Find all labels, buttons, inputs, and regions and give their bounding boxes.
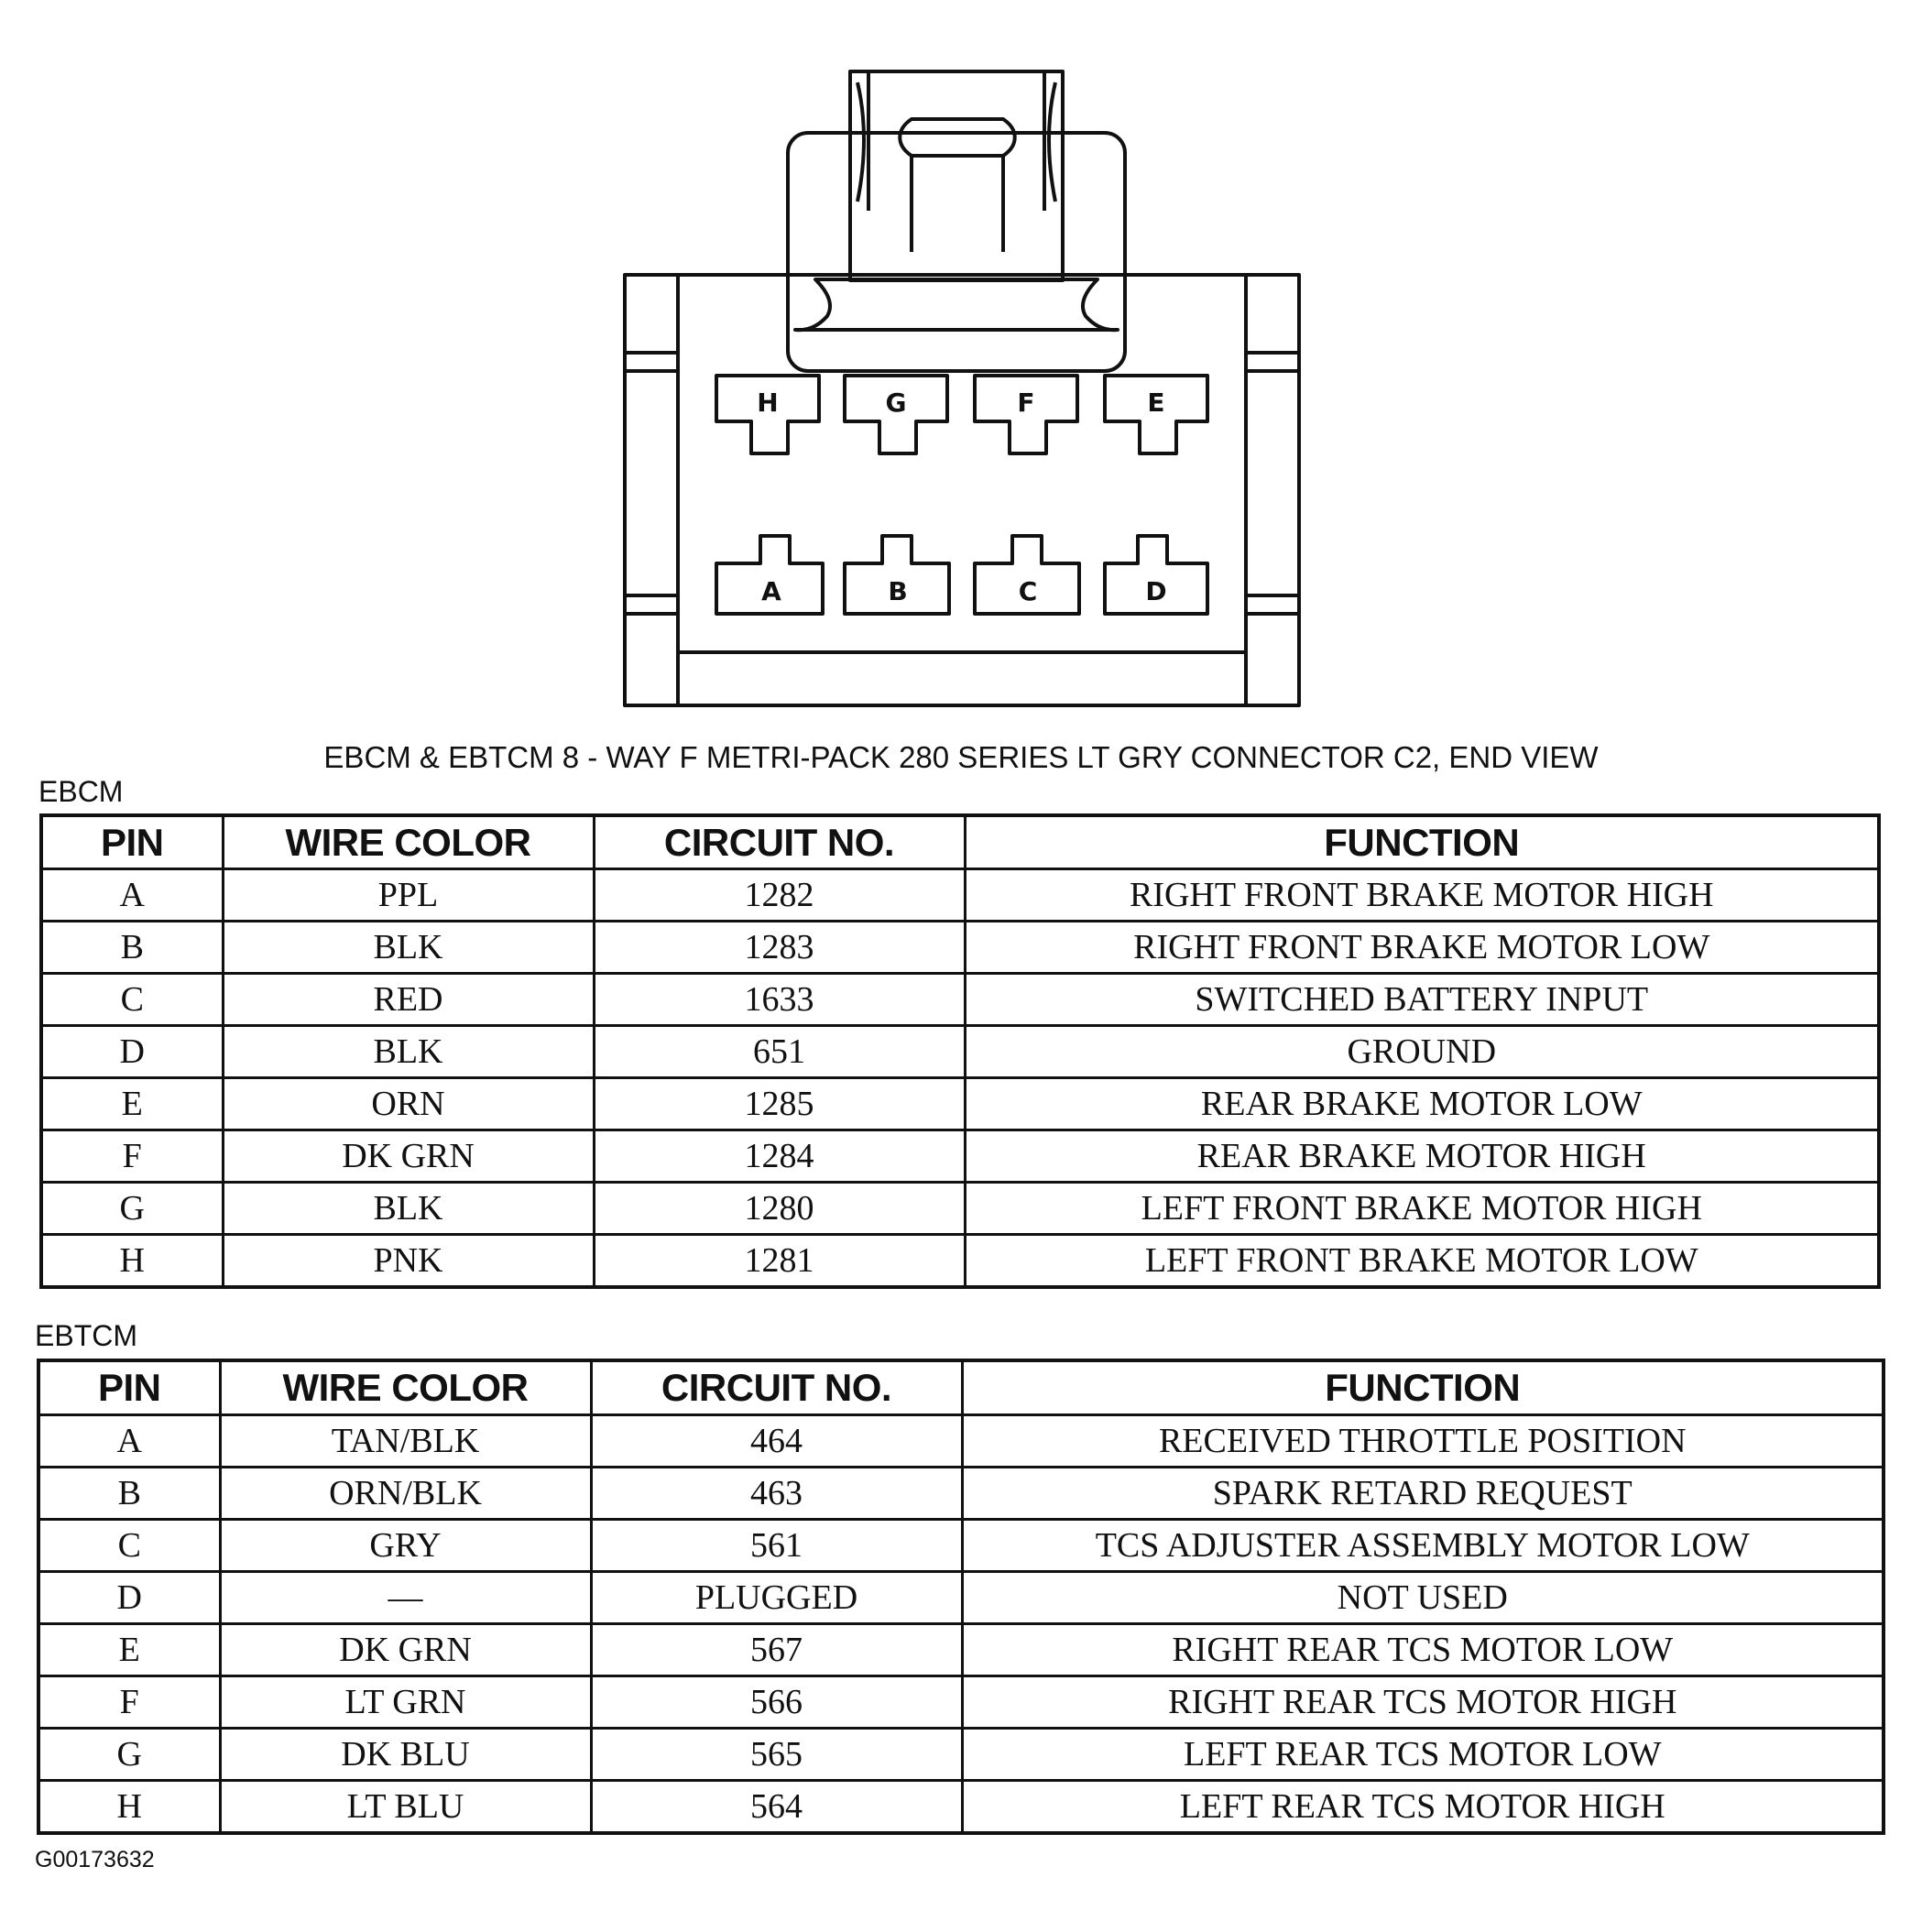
table-row (41, 1130, 1879, 1183)
function-cell: NOT USED (962, 1572, 1884, 1624)
table-row (38, 1676, 1884, 1729)
table-row (38, 1781, 1884, 1834)
header-circuit-no: CIRCUIT NO. (591, 1360, 962, 1415)
pin-cell: E (41, 1078, 223, 1130)
function-cell: TCS ADJUSTER ASSEMBLY MOTOR LOW (962, 1520, 1884, 1572)
pin-cell: B (38, 1468, 220, 1520)
circuit-no-cell: 1285 (594, 1078, 965, 1130)
wire-color-cell: PNK (223, 1235, 594, 1288)
circuit-no-cell: PLUGGED (591, 1572, 962, 1624)
header-wire-color: WIRE COLOR (220, 1360, 591, 1415)
function-cell: RIGHT FRONT BRAKE MOTOR LOW (965, 922, 1879, 974)
circuit-no-cell: 564 (591, 1781, 962, 1834)
ebcm-pinout-table (39, 813, 1881, 1289)
function-cell: RECEIVED THROTTLE POSITION (962, 1415, 1884, 1468)
pin-cell: H (38, 1781, 220, 1834)
table-row (41, 1078, 1879, 1130)
ebcm-section-label: EBCM (38, 775, 124, 808)
pin-cell: F (41, 1130, 223, 1183)
wire-color-cell: TAN/BLK (220, 1415, 591, 1468)
wire-color-cell: BLK (223, 1183, 594, 1235)
wire-color-cell: DK GRN (220, 1624, 591, 1676)
pin-label-c: C (1018, 576, 1038, 606)
table-row (38, 1729, 1884, 1781)
circuit-no-cell: 464 (591, 1415, 962, 1468)
circuit-no-cell: 1283 (594, 922, 965, 974)
table-row (41, 974, 1879, 1026)
table-row (41, 1235, 1879, 1288)
pin-label-e: E (1147, 387, 1165, 418)
wire-color-cell: ORN (223, 1078, 594, 1130)
function-cell: LEFT FRONT BRAKE MOTOR HIGH (965, 1183, 1879, 1235)
table-row (38, 1624, 1884, 1676)
table-row (41, 1026, 1879, 1078)
pin-cell: H (41, 1235, 223, 1288)
pin-cell: A (38, 1415, 220, 1468)
pin-label-g: G (885, 387, 907, 418)
wire-color-cell: RED (223, 974, 594, 1026)
table-header-row (41, 815, 1879, 869)
figure-id: G00173632 (35, 1847, 155, 1872)
circuit-no-cell: 1282 (594, 869, 965, 922)
wire-color-cell: DK BLU (220, 1729, 591, 1781)
latch-bar (795, 279, 1118, 330)
header-function: FUNCTION (962, 1360, 1884, 1415)
header-pin: PIN (38, 1360, 220, 1415)
circuit-no-cell: 1633 (594, 974, 965, 1026)
table-row (41, 869, 1879, 922)
function-cell: LEFT REAR TCS MOTOR LOW (962, 1729, 1884, 1781)
connector-caption: EBCM & EBTCM 8 - WAY F METRI-PACK 280 SERIES LT GRY CONNECTOR C2, END VIEW (323, 740, 1599, 774)
table-row (41, 922, 1879, 974)
pin-cell: A (41, 869, 223, 922)
header-circuit-no: CIRCUIT NO. (594, 815, 965, 869)
connector-body (678, 275, 1246, 705)
table-header-row (38, 1360, 1884, 1415)
circuit-no-cell: 561 (591, 1520, 962, 1572)
wire-color-cell: BLK (223, 922, 594, 974)
pin-cell: G (38, 1729, 220, 1781)
pin-label-h: H (757, 387, 779, 418)
wire-color-cell: ORN/BLK (220, 1468, 591, 1520)
pin-cell: C (41, 974, 223, 1026)
wire-color-cell: BLK (223, 1026, 594, 1078)
circuit-no-cell: 1280 (594, 1183, 965, 1235)
circuit-no-cell: 565 (591, 1729, 962, 1781)
function-cell: REAR BRAKE MOTOR HIGH (965, 1130, 1879, 1183)
function-cell: LEFT FRONT BRAKE MOTOR LOW (965, 1235, 1879, 1288)
table-row (41, 1183, 1879, 1235)
pin-cell: B (41, 922, 223, 974)
function-cell: RIGHT REAR TCS MOTOR HIGH (962, 1676, 1884, 1729)
table-row (38, 1415, 1884, 1468)
connector-end-view-diagram (605, 55, 1319, 724)
latch-housing (788, 133, 1125, 371)
header-wire-color: WIRE COLOR (223, 815, 594, 869)
circuit-no-cell: 566 (591, 1676, 962, 1729)
pin-cell: G (41, 1183, 223, 1235)
function-cell: RIGHT FRONT BRAKE MOTOR HIGH (965, 869, 1879, 922)
function-cell: REAR BRAKE MOTOR LOW (965, 1078, 1879, 1130)
circuit-no-cell: 463 (591, 1468, 962, 1520)
ebtcm-section-label: EBTCM (35, 1319, 137, 1352)
latch-loop (900, 119, 1014, 252)
pin-label-b: B (888, 576, 908, 606)
table-row (38, 1572, 1884, 1624)
pin-label-d: D (1145, 576, 1167, 606)
pin-cell: D (38, 1572, 220, 1624)
circuit-no-cell: 1284 (594, 1130, 965, 1183)
ebtcm-pinout-table (37, 1359, 1885, 1835)
pin-cell: E (38, 1624, 220, 1676)
circuit-no-cell: 1281 (594, 1235, 965, 1288)
function-cell: GROUND (965, 1026, 1879, 1078)
pin-label-a: A (761, 576, 781, 606)
pin-cell: C (38, 1520, 220, 1572)
circuit-no-cell: 651 (594, 1026, 965, 1078)
wire-color-cell: LT BLU (220, 1781, 591, 1834)
function-cell: LEFT REAR TCS MOTOR HIGH (962, 1781, 1884, 1834)
header-pin: PIN (41, 815, 223, 869)
pin-cell: F (38, 1676, 220, 1729)
wire-color-cell: GRY (220, 1520, 591, 1572)
wire-color-cell: LT GRN (220, 1676, 591, 1729)
function-cell: SPARK RETARD REQUEST (962, 1468, 1884, 1520)
wire-color-cell: — (220, 1572, 591, 1624)
pin-cell: D (41, 1026, 223, 1078)
function-cell: SWITCHED BATTERY INPUT (965, 974, 1879, 1026)
pin-label-f: F (1017, 387, 1035, 418)
table-row (38, 1520, 1884, 1572)
header-function: FUNCTION (965, 815, 1879, 869)
wire-color-cell: PPL (223, 869, 594, 922)
function-cell: RIGHT REAR TCS MOTOR LOW (962, 1624, 1884, 1676)
table-row (38, 1468, 1884, 1520)
wire-color-cell: DK GRN (223, 1130, 594, 1183)
latch-tab (850, 71, 1063, 280)
circuit-no-cell: 567 (591, 1624, 962, 1676)
